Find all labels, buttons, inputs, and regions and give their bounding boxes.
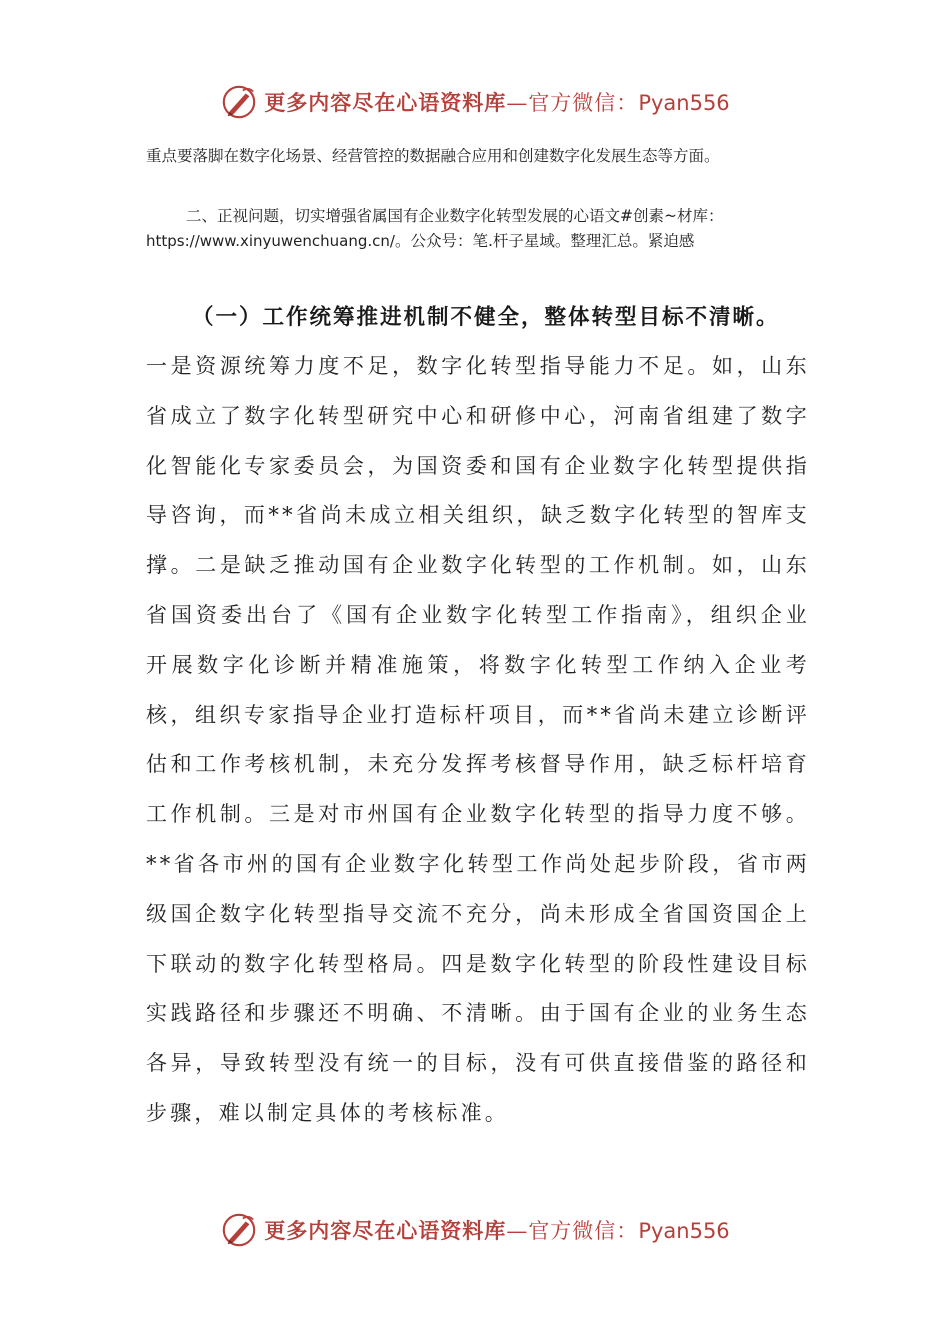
footer-banner <box>0 1208 950 1252</box>
section-heading: （一）工作统筹推进机制不健全，整体转型目标不清晰。 <box>192 305 780 330</box>
intro-paragraph-1: 重点要落脚在数字化场景、经营管控的数据融合应用和创建数字化发展生态等方面。 <box>146 147 720 165</box>
header-official: 官方微信： <box>528 91 639 115</box>
footer-wechat-id: Pyan556 <box>638 1219 730 1243</box>
pen-logo-icon <box>220 83 258 121</box>
section-body: 一是资源统筹力度不足，数字化转型指导能力不足。如，山东省成立了数字化转型研究中心和研修中心，河南省组建了数字化智能化专家委员会，为国资委和国有企业数字化转型提供指导咨询，而**省尚未成立相关组织，缺乏数字化转型的智库支撑。二是缺乏推动国有企业数字化转型的工作机制。如，山东省国资委出台了《国有企业数字化转型工作指南》，组织企业开展数字化诊断并精准施策，将数字化转型工作纳入企业考核，组织专家指导企业打造标杆项目，而**省尚未建立诊断评估和工作考核机制，未充分发挥考核督导作用，缺乏标杆培育工作机制。三是对市州国有企业数字化转型的指导力度不够。**省各市州的国有企业数字化转型工作尚处起步阶段，省市两级国企数字化转型指导交流不充分，尚未形成全省国资国企上下联动的数字化转型格局。四是数字化转型的阶段性建设目标实践路径和步骤还不明确、不清晰。由于国有企业的业务生态各异，导致转型没有统一的目标，没有可供直接借鉴的路径和步骤，难以制定具体的考核标准。 <box>146 354 810 1125</box>
intro-paragraph-2-tail: 。公众号：笔.杆子星域。整理汇总。紧迫感 <box>394 232 695 250</box>
intro-paragraph-2 <box>146 204 812 254</box>
header-brand: 更多内容尽在心语资料库 <box>264 90 507 115</box>
header-banner <box>0 80 950 124</box>
footer-official: 官方微信： <box>528 1219 639 1243</box>
header-separator: — <box>506 91 529 115</box>
header-banner-text <box>264 87 729 117</box>
intro-paragraph-2-lead: 二、正视问题，切实增强省属国有企业数字化转型发展的心语文#创素~材库： <box>186 207 724 225</box>
header-wechat-id: Pyan556 <box>638 91 730 115</box>
footer-banner-text <box>264 1215 729 1245</box>
footer-brand: 更多内容尽在心语资料库 <box>264 1218 507 1243</box>
pen-logo-icon <box>220 1211 258 1249</box>
intro-url-link[interactable]: https://www.xinyuwenchuang.cn/ <box>146 232 395 250</box>
footer-separator: — <box>506 1219 529 1243</box>
